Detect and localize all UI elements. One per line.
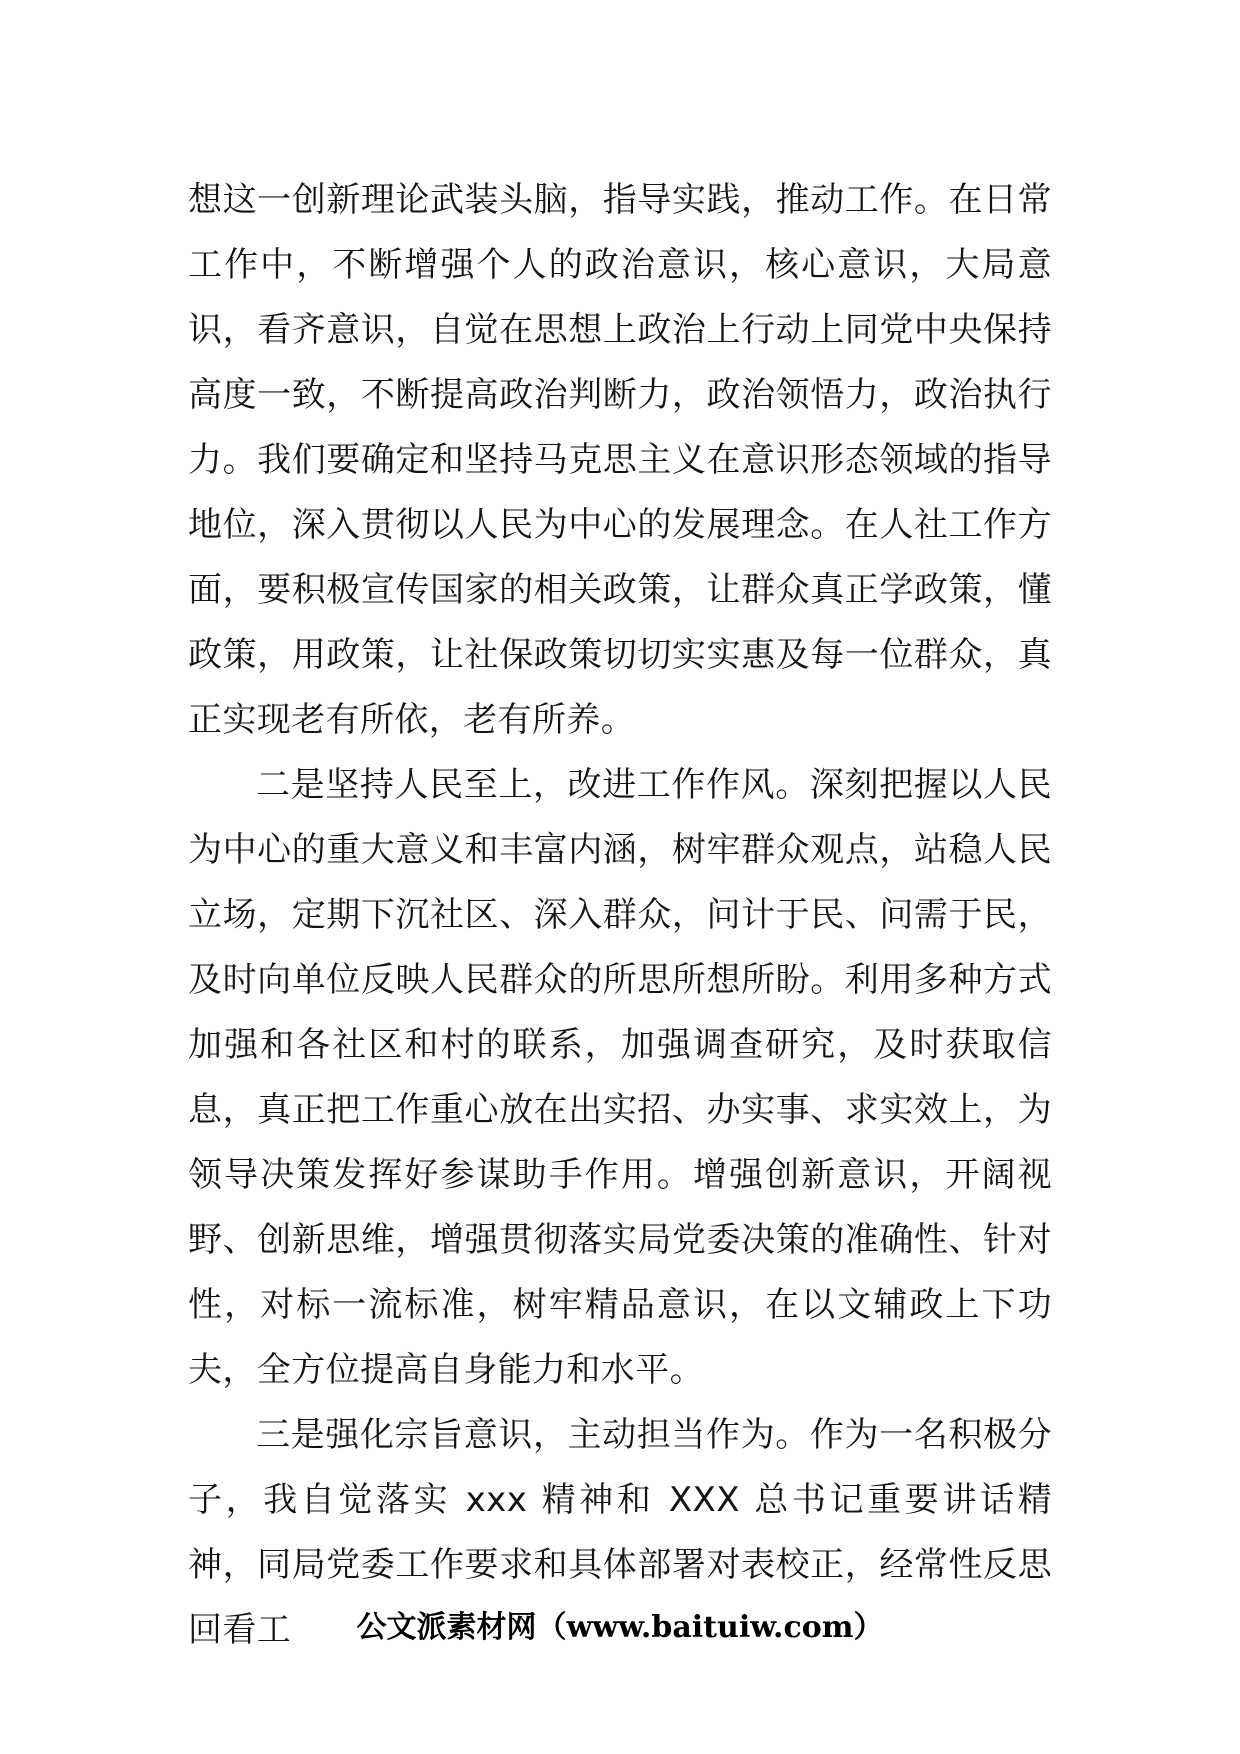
footer-watermark: 公文派素材网（www.baituiw.com） [356,1610,884,1645]
paragraph-continuation: 想这一创新理论武装头脑，指导实践，推动工作。在日常工作中，不断增强个人的政治意识，核心意识，大局意识，看齐意识，自觉在思想上政治上行动上同党中央保持高度一致，不断提高政治判断力，政治领悟力，政治执行力。我们要确定和坚持马克思主义在意识形态领域的指导地位，深入贯彻以人民为中心的发展理念。在人社工作方面，要积极宣传国家的相关政策，让群众真正学政策，懂政策，用政策，让社保政策切切实实惠及每一位群众，真正实现老有所依，老有所养。 [188,180,1052,740]
paragraph-point-two: 二是坚持人民至上，改进工作作风。深刻把握以人民为中心的重大意义和丰富内涵，树牢群众观点，站稳人民立场，定期下沉社区、深入群众，问计于民、问需于民，及时向单位反映人民群众的所思所想所盼。利用多种方式加强和各社区和村的联系，加强调查研究，及时获取信息，真正把工作重心放在出实招、办实事、求实效上，为领导决策发挥好参谋助手作用。增强创新意识，开阔视野、创新思维，增强贯彻落实局党委决策的准确性、针对性，对标一流标准，树牢精品意识，在以文辅政上下功夫，全方位提高自身能力和水平。 [188,765,1052,1390]
document-body [188,168,1052,1663]
paragraph-point-three: 三是强化宗旨意识，主动担当作为。作为一名积极分子，我自觉落实 xxx 精神和 XXX 总书记重要讲话精神，同局党委工作要求和具体部署对表校正，经常性反思回看工 [188,1415,1052,1650]
